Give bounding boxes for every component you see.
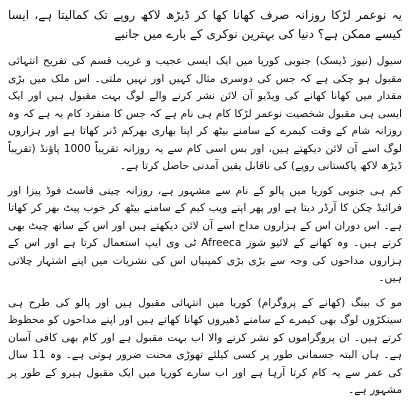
article-headline: یہ نوعمر لڑکا روزانہ صرف کھانا کھا کر ڈیڑھ لاکھ روپے تک کمالیتا ہے، ایسا کیسے ممکن ہے؟ دنیا کی بہترین نوکری کے بارے میں جانیے (8, 8, 402, 41)
article-paragraph-intro: سیول (نیوز ڈیسک) جنوبی کوریا میں ایک ایسی عجیب و غریب قسم کی تفریح انتہائی مقبول ہو چکی ہے کہ جس کی دوسری مثال کہیں اور نہیں ملتی۔ اس ملک میں بڑی مقدار میں کھانا کھانے کی ویڈیو آن لائن نشر کرنے والے لوگ بہت مقبول ہیں اور ایک ایسی ہی مقبول شخصیت نوعمر لڑکا کام ہی نام ہے کہ جس کا منفرد کام یہ ہے کہ وہ روزانہ شام کے وقت کیمرے کے سامنے بیٹھ کر اپنا بھاری بھرکم ڈنر کھاتا ہے اور ہزاروں لوگ اسے آن لائن دیکھتے ہیں، اور بس اسی کام سے یہ روزانہ تقریباً 1000 پاؤنڈ (تقریباً ڈیڑھ لاکھ پاکستانی روپے) کی ناقابل یقین آمدنی حاصل کرتا ہے۔ (8, 55, 402, 172)
article-paragraph-routine: کم ہی جنوبی کوریا میں پالو کے نام سے مشہور ہے، روزانہ چینی فاسٹ فوڈ پیزا اور فرائیڈ چکن کا آرڈر دیتا ہے اور پھر اپنے ویب کیم کے سامنے بیٹھ کر خوب پیٹ بھر کر کھاتا ہے۔ اس دوران اس کے ہزاروں مداح اسے آن لائن دیکھتے ہیں اور اس کے ساتھ چیٹ بھی کرتے ہیں۔ وہ کھانے کے لائیو شوز Afreeca ٹی وی ایپ استعمال کرتا ہے اور اس کے ہزاروں مداحوں کی وجہ سے بڑی بڑی کمپنیاں اس کی نشریات میں اپنے اشتہار چلاتی ہیں۔ (8, 184, 402, 284)
article-paragraph-mukbang: مو ک بینگ (کھانے کے پروگرام) کوریا میں انتہائی مقبول ہیں اور پالو کی طرح ہی سینکڑوں لوگ بھی کیمرے کے سامنے ڈھیروں کھانا کھاتے ہیں اور اپنے مداحوں کو محظوظ کرتے ہیں۔ ان پروگراموں کو نشر کرنے والا اب بہت مقبول ہے اور کام بھی کافی آسان ہے۔ ہاں البتہ جسمانی طور پر کسی کیلئے تھوڑی محنت ضرور ہوتی ہے۔ وہ 11 سال کی عمر سے یہ کام کرتا آرہا ہے اور اب سارے کوریا میں ایک مقبول ہیرو کے طور پر مشہور ہے۔ (8, 296, 402, 396)
